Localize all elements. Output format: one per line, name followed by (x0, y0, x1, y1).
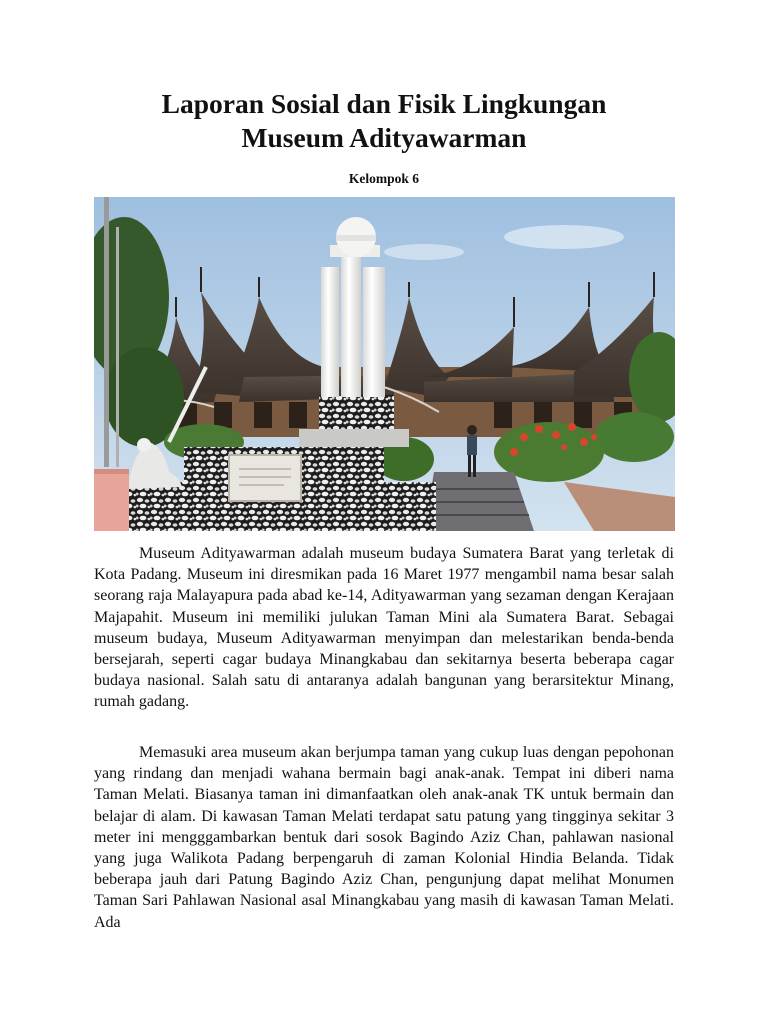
museum-photo (94, 197, 675, 531)
document-title (0, 87, 768, 155)
paragraph-2: Memasuki area museum akan berjumpa taman yang cukup luas dengan pepohonan yang rindang dan menjadi wahana bermain bagi anak-anak. Tempat ini diberi nama Taman Melati. Biasanya taman ini dimanfaatkan oleh anak-anak TK untuk bermain dan belajar di alam. Di kawasan Taman Melati terdapat satu patung yang tingginya sekitar 3 meter ini mengggambarkan bentuk dari sosok Bagindo Aziz Chan, pahlawan nasional yang juga Walikota Padang berpengaruh di zaman Kolonial Hindia Belanda. Tidak beberapa jauh dari Patung Bagindo Aziz Chan, pengunjung dapat melihat Monumen Taman Sari Pahlawan Nasional asal Minangkabau yang masih di kawasan Taman Melati. Ada (94, 744, 674, 931)
title-line-2: Museum Adityawarman (241, 122, 527, 153)
paragraph-1: Museum Adityawarman adalah museum budaya Sumatera Barat yang terletak di Kota Padang. Museum ini diresmikan pada 16 Maret 1977 mengambil nama besar salah seorang raja Malayapura pada abad ke-14, Adityawarman yang sezaman dengan Kerajaan Majapahit. Museum ini memiliki julukan Taman Mini ala Sumatera Barat. Sebagai museum budaya, Museum Adityawarman menyimpan dan melestarikan benda-benda bersejarah, seperti cagar budaya Minangkabau dan sekitarnya beserta beberapa cagar budaya nasional. Salah satu di antaranya adalah bangunan yang berarsitektur Minang, rumah gadang. (94, 545, 674, 711)
title-line-1: Laporan Sosial dan Fisik Lingkungan (161, 88, 607, 119)
document-subtitle: Kelompok 6 (348, 171, 420, 186)
